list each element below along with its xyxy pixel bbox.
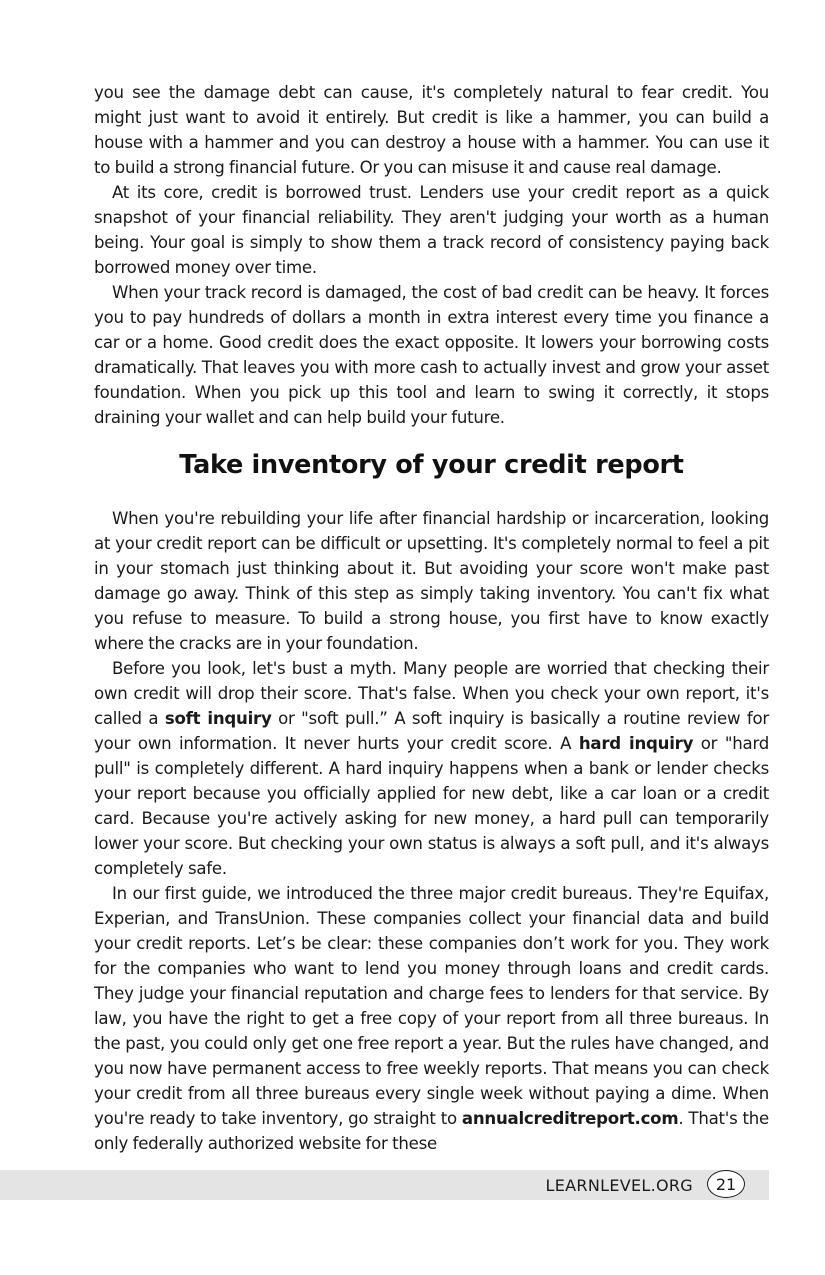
body-paragraph: you see the damage debt can cause, it's completely natural to fear credit. You might just want to avoid it entirely. But credit is like a hammer, you can build a house with a hammer and you can destroy a house with a hammer. You can use it to build a strong financial future. Or you can misuse it and cause real damage.	[94, 83, 769, 177]
page-footer	[0, 1170, 769, 1200]
section-heading: Take inventory of your credit report	[179, 450, 684, 480]
term-hard-inquiry: hard inquiry	[578, 734, 694, 753]
body-paragraph	[94, 656, 769, 881]
body-paragraph	[94, 881, 769, 1156]
text-run: In our first guide, we introduced the three major credit bureaus. They're Equifax, Experian, and TransUnion. These companies collect your financial data and build your credit reports. Let’s be clear: these companies don’t work for you. They work for the companies who want to lend you money through loans and credit cards. They judge your financial reputation and charge fees to lenders for that service. By law, you have the right to get a free copy of your report from all three bureaus. In the past, you could only get one free report a year. But the rules have changed, and you now have permanent access to free weekly reports. That means you can check your credit from all three bureaus every single week without paying a dime. When you're ready to take inventory, go straight to	[94, 884, 769, 1128]
body-paragraph: At its core, credit is borrowed trust. Lenders use your credit report as a quick snapshot of your financial reliability. They aren't judging your worth as a human being. Your goal is simply to show them a track record of consistency paying back borrowed money over time.	[94, 183, 769, 277]
text-run: . That's the only federally authorized website for these	[94, 1109, 769, 1153]
page-number: 21	[707, 1170, 745, 1198]
annualcreditreport-link[interactable]: annualcreditreport.com	[461, 1109, 679, 1128]
text-run: Before you look, let's bust a myth. Many people are worried that checking their own credit will drop their score. That's false. When you check your own report, it's called a	[94, 659, 769, 728]
footer-site-name: LEARNLEVEL.ORG	[545, 1176, 693, 1195]
text-run: or "soft pull.” A soft inquiry is basically a routine review for your own information. It never hurts your credit score. A	[94, 709, 769, 753]
body-paragraph: When your track record is damaged, the cost of bad credit can be heavy. It forces you to pay hundreds of dollars a month in extra interest every time you finance a car or a home. Good credit does the exact opposite. It lowers your borrowing costs dramatically. That leaves you with more cash to actually invest and grow your asset foundation. When you pick up this tool and learn to swing it correctly, it stops draining your wallet and can help build your future.	[94, 283, 769, 427]
page-body	[94, 80, 769, 1156]
text-run: or "hard pull" is completely different. A hard inquiry happens when a bank or lender checks your report because you officially applied for new debt, like a car loan or a credit card. Because you're actively asking for new money, a hard pull can temporarily lower your score. But checking your own status is always a soft pull, and it's always completely safe.	[94, 734, 770, 878]
term-soft-inquiry: soft inquiry	[164, 709, 272, 728]
body-paragraph: When you're rebuilding your life after financial hardship or incarceration, looking at your credit report can be difficult or upsetting. It's completely normal to feel a pit in your stomach just thinking about it. But avoiding your score won't make past damage go away. Think of this step as simply taking inventory. You can't fix what you refuse to measure. To build a strong house, you first have to know exactly where the cracks are in your foundation.	[94, 509, 769, 653]
